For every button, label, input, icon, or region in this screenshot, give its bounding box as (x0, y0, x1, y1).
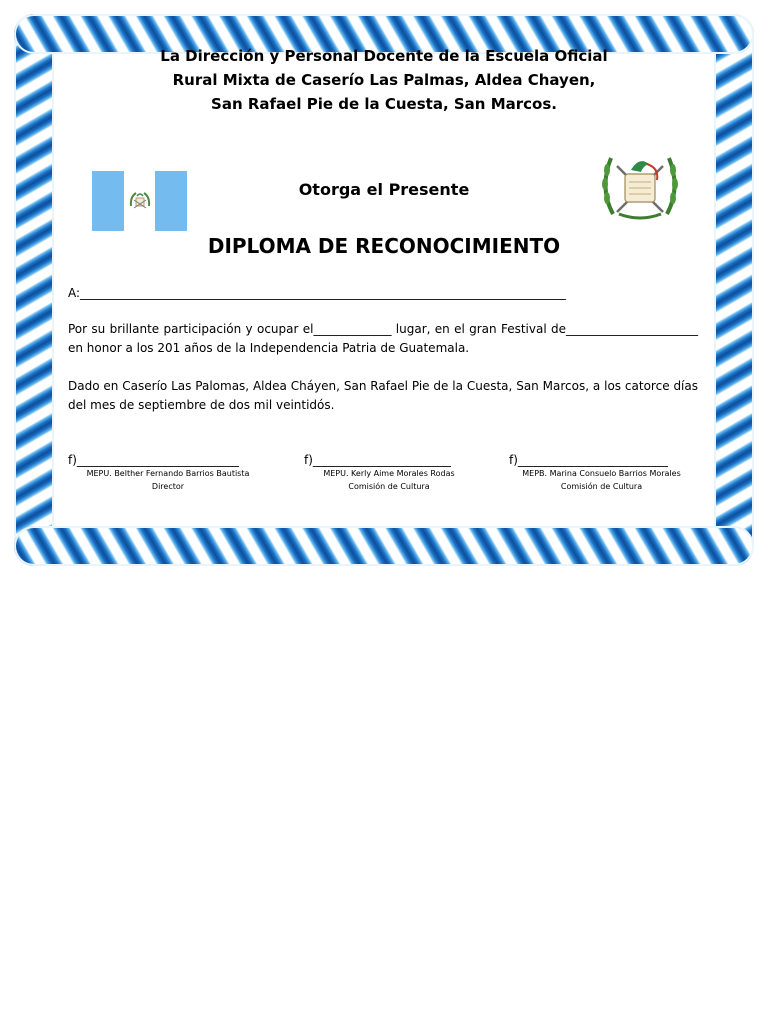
place-date-paragraph: Dado en Caserío Las Palomas, Aldea Cháyen, San Rafael Pie de la Cuesta, San Marcos, a los catorce días del mes de septiembre de dos mil veintidós. (68, 379, 698, 412)
header-line-2: Rural Mixta de Caserío Las Palmas, Aldea Chayen, (172, 71, 596, 89)
participation-paragraph: Por su brillante participación y ocupar el_____________ lugar, en el gran Festival de______________________ en honor a los 201 años de la Independencia Patria de Guatemala. (68, 322, 698, 355)
signer-name: MEPU. Kerly Aime Morales Rodas (323, 469, 455, 478)
signature-line: f)_______________________ (304, 453, 451, 467)
signer-role: Comisión de Cultura (348, 482, 430, 491)
signer-name: MEPB. Marina Consuelo Barrios Morales (522, 469, 681, 478)
header-line-3: San Rafael Pie de la Cuesta, San Marcos. (211, 95, 557, 113)
coat-of-arms-icon (597, 148, 683, 224)
guatemala-flag-icon (92, 171, 187, 231)
rope-border-bottom (14, 526, 754, 566)
signature-line: f)___________________________ (68, 453, 239, 467)
otorga-text: Otorga el Presente (298, 180, 470, 199)
signature-block-director (68, 453, 268, 493)
recipient-line: A:_________________________________________________________________________________ (68, 286, 567, 300)
signer-name: MEPU. Belther Fernando Barrios Bautista (86, 469, 250, 478)
signature-block-culture-1 (304, 453, 474, 493)
signature-line: f)_________________________ (509, 453, 668, 467)
diploma-header (0, 44, 768, 116)
signer-role: Comisión de Cultura (560, 482, 643, 491)
diploma-title: DIPLOMA DE RECONOCIMIENTO (207, 234, 561, 258)
signer-role: Director (151, 482, 185, 491)
header-line-1: La Dirección y Personal Docente de la Escuela Oficial (160, 47, 608, 65)
signature-block-culture-2 (509, 453, 694, 493)
